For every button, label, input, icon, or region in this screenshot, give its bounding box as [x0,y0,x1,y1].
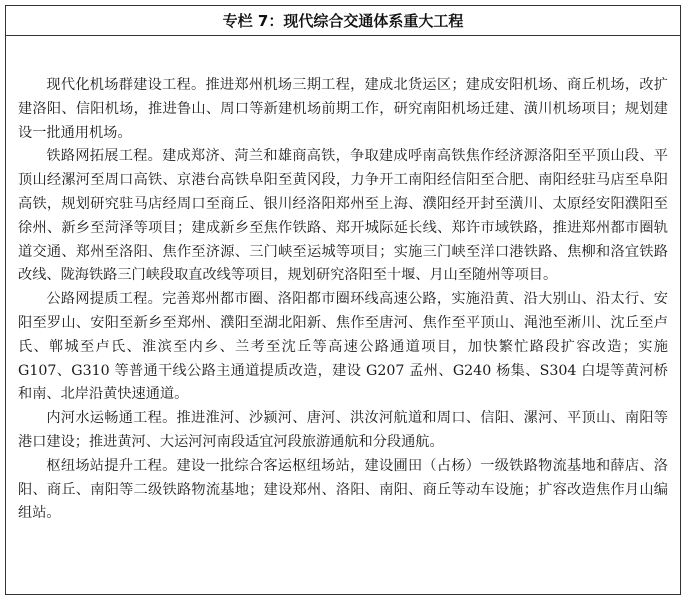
paragraph-hub: 枢纽场站提升工程。建设一批综合客运枢纽场站，建设圃田（占杨）一级铁路物流基地和薛店、洛阳、商丘、南阳等二级铁路物流基地；建设郑州、洛阳、南阳、商丘等动车设施；扩容改造焦作月山编组站。 [18,457,668,522]
column-box [5,5,681,595]
paragraph-airport: 现代化机场群建设工程。推进郑州机场三期工程，建成北货运区；建成安阳机场、商丘机场，改扩建洛阳、信阳机场，推进鲁山、周口等新建机场前期工作，研究南阳机场迁建、潢川机场项目；规划建设一批通用机场。 [18,77,668,141]
paragraph-railway: 铁路网拓展工程。建成郑济、菏兰和雄商高铁，争取建成呼南高铁焦作经济源洛阳至平顶山段、平顶山经漯河至周口高铁、京港台高铁阜阳至黄冈段，力争开工南阳经信阳至合肥、南阳经驻马店至阜阳高铁，规划研究驻马店经周口至商丘、银川经洛阳郑州至上海、濮阳经开封至潢川、太原经安阳濮阳至徐州、新乡至菏泽等项目；建成新乡至焦作铁路、郑开城际延长线、郑许市域铁路，推进郑州都市圈轨道交通、郑州至洛阳、焦作至济源、三门峡至运城等项目；实施三门峡至洋口港铁路、焦柳和洛宜铁路改线、陇海铁路三门峡段取直改线等项目，规划研究洛阳至十堰、月山至随州等项目。 [18,148,668,284]
column-title: 专栏 7：现代综合交通体系重大工程 [6,6,680,36]
paragraph-highway: 公路网提质工程。完善郑州都市圈、洛阳都市圈环线高速公路，实施沿黄、沿大别山、沿太行、安阳至罗山、安阳至新乡至郑州、濮阳至湖北阳新、焦作至唐河、焦作至平顶山、渑池至淅川、沈丘至卢氏、郸城至卢氏、淮滨至内乡、兰考至沈丘等高速公路通道项目，加快繁忙路段扩容改造；实施 G107、G310 等普通干线公路主通道提质改造，建设 G207 孟州、G240 杨集、S304 白堤等黄河桥和南、北岸沿黄快速通道。 [18,291,668,403]
column-content [6,36,680,526]
paragraph-waterway: 内河水运畅通工程。推进淮河、沙颍河、唐河、洪汝河航道和周口、信阳、漯河、平顶山、南阳等港口建设；推进黄河、大运河河南段适宜河段旅游通航和分段通航。 [18,410,668,450]
